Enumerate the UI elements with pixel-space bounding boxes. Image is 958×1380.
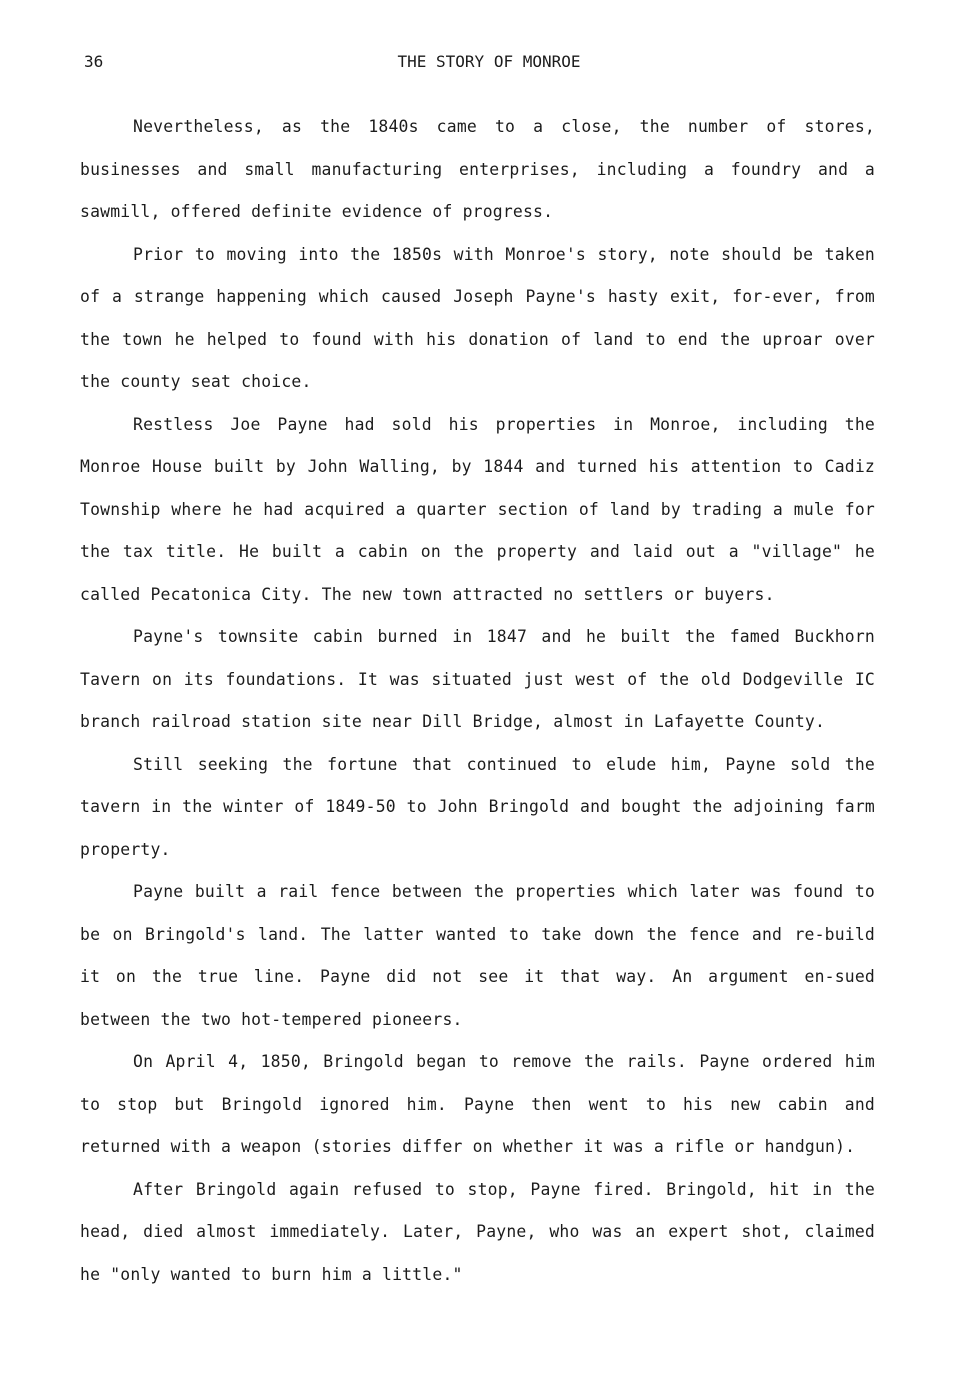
paragraph-payne-exit: Prior to moving into the 1850s with Monroe's story, note should be taken of a strange happening which caused Joseph Payne's hasty exit, for-ever, from the town he helped to found with his donation of land to end the uproar over the county seat choice. xyxy=(80,244,875,391)
page-number: 36 xyxy=(84,52,104,71)
page-header xyxy=(80,50,880,74)
paragraph-progress: Nevertheless, as the 1840s came to a close, the number of stores, businesses and small manufacturing enterprises, including a foundry and a sawmill, offered definite evidence of progress. xyxy=(80,117,875,221)
paragraph-pecatonica-city: Restless Joe Payne had sold his properties in Monroe, including the Monroe House built by John Walling, by 1844 and turned his attention to Cadiz Township where he had acquired a quarter section of land by trading a mule for the tax title. He built a cabin on the property and laid out a "village" he called Pecatonica City. The new town attracted no settlers or buyers. xyxy=(80,414,875,604)
body-text xyxy=(80,106,875,1296)
paragraph-shooting: After Bringold again refused to stop, Payne fired. Bringold, hit in the head, died almost immediately. Later, Payne, who was an expert shot, claimed he "only wanted to burn him a little." xyxy=(80,1179,875,1284)
paragraph-april-1850: On April 4, 1850, Bringold began to remove the rails. Payne ordered him to stop but Bringold ignored him. Payne then went to his new cabin and returned with a weapon (stories differ on whether it was a rifle or handgun). xyxy=(80,1052,875,1156)
paragraph-rail-fence: Payne built a rail fence between the properties which later was found to be on Bringold's land. The latter wanted to take down the fence and re-build it on the true line. Payne did not see it that way. An argument en-sued between the two hot-tempered pioneers. xyxy=(80,882,875,1029)
paragraph-tavern-sale: Still seeking the fortune that continued to elude him, Payne sold the tavern in the winter of 1849-50 to John Bringold and bought the adjoining farm property. xyxy=(80,754,875,859)
running-title: THE STORY OF MONROE xyxy=(397,52,581,71)
paragraph-buckhorn-tavern: Payne's townsite cabin burned in 1847 and he built the famed Buckhorn Tavern on its foundations. It was situated just west of the old Dodgeville IC branch railroad station site near Dill Bridge, almost in Lafayette County. xyxy=(80,627,875,731)
